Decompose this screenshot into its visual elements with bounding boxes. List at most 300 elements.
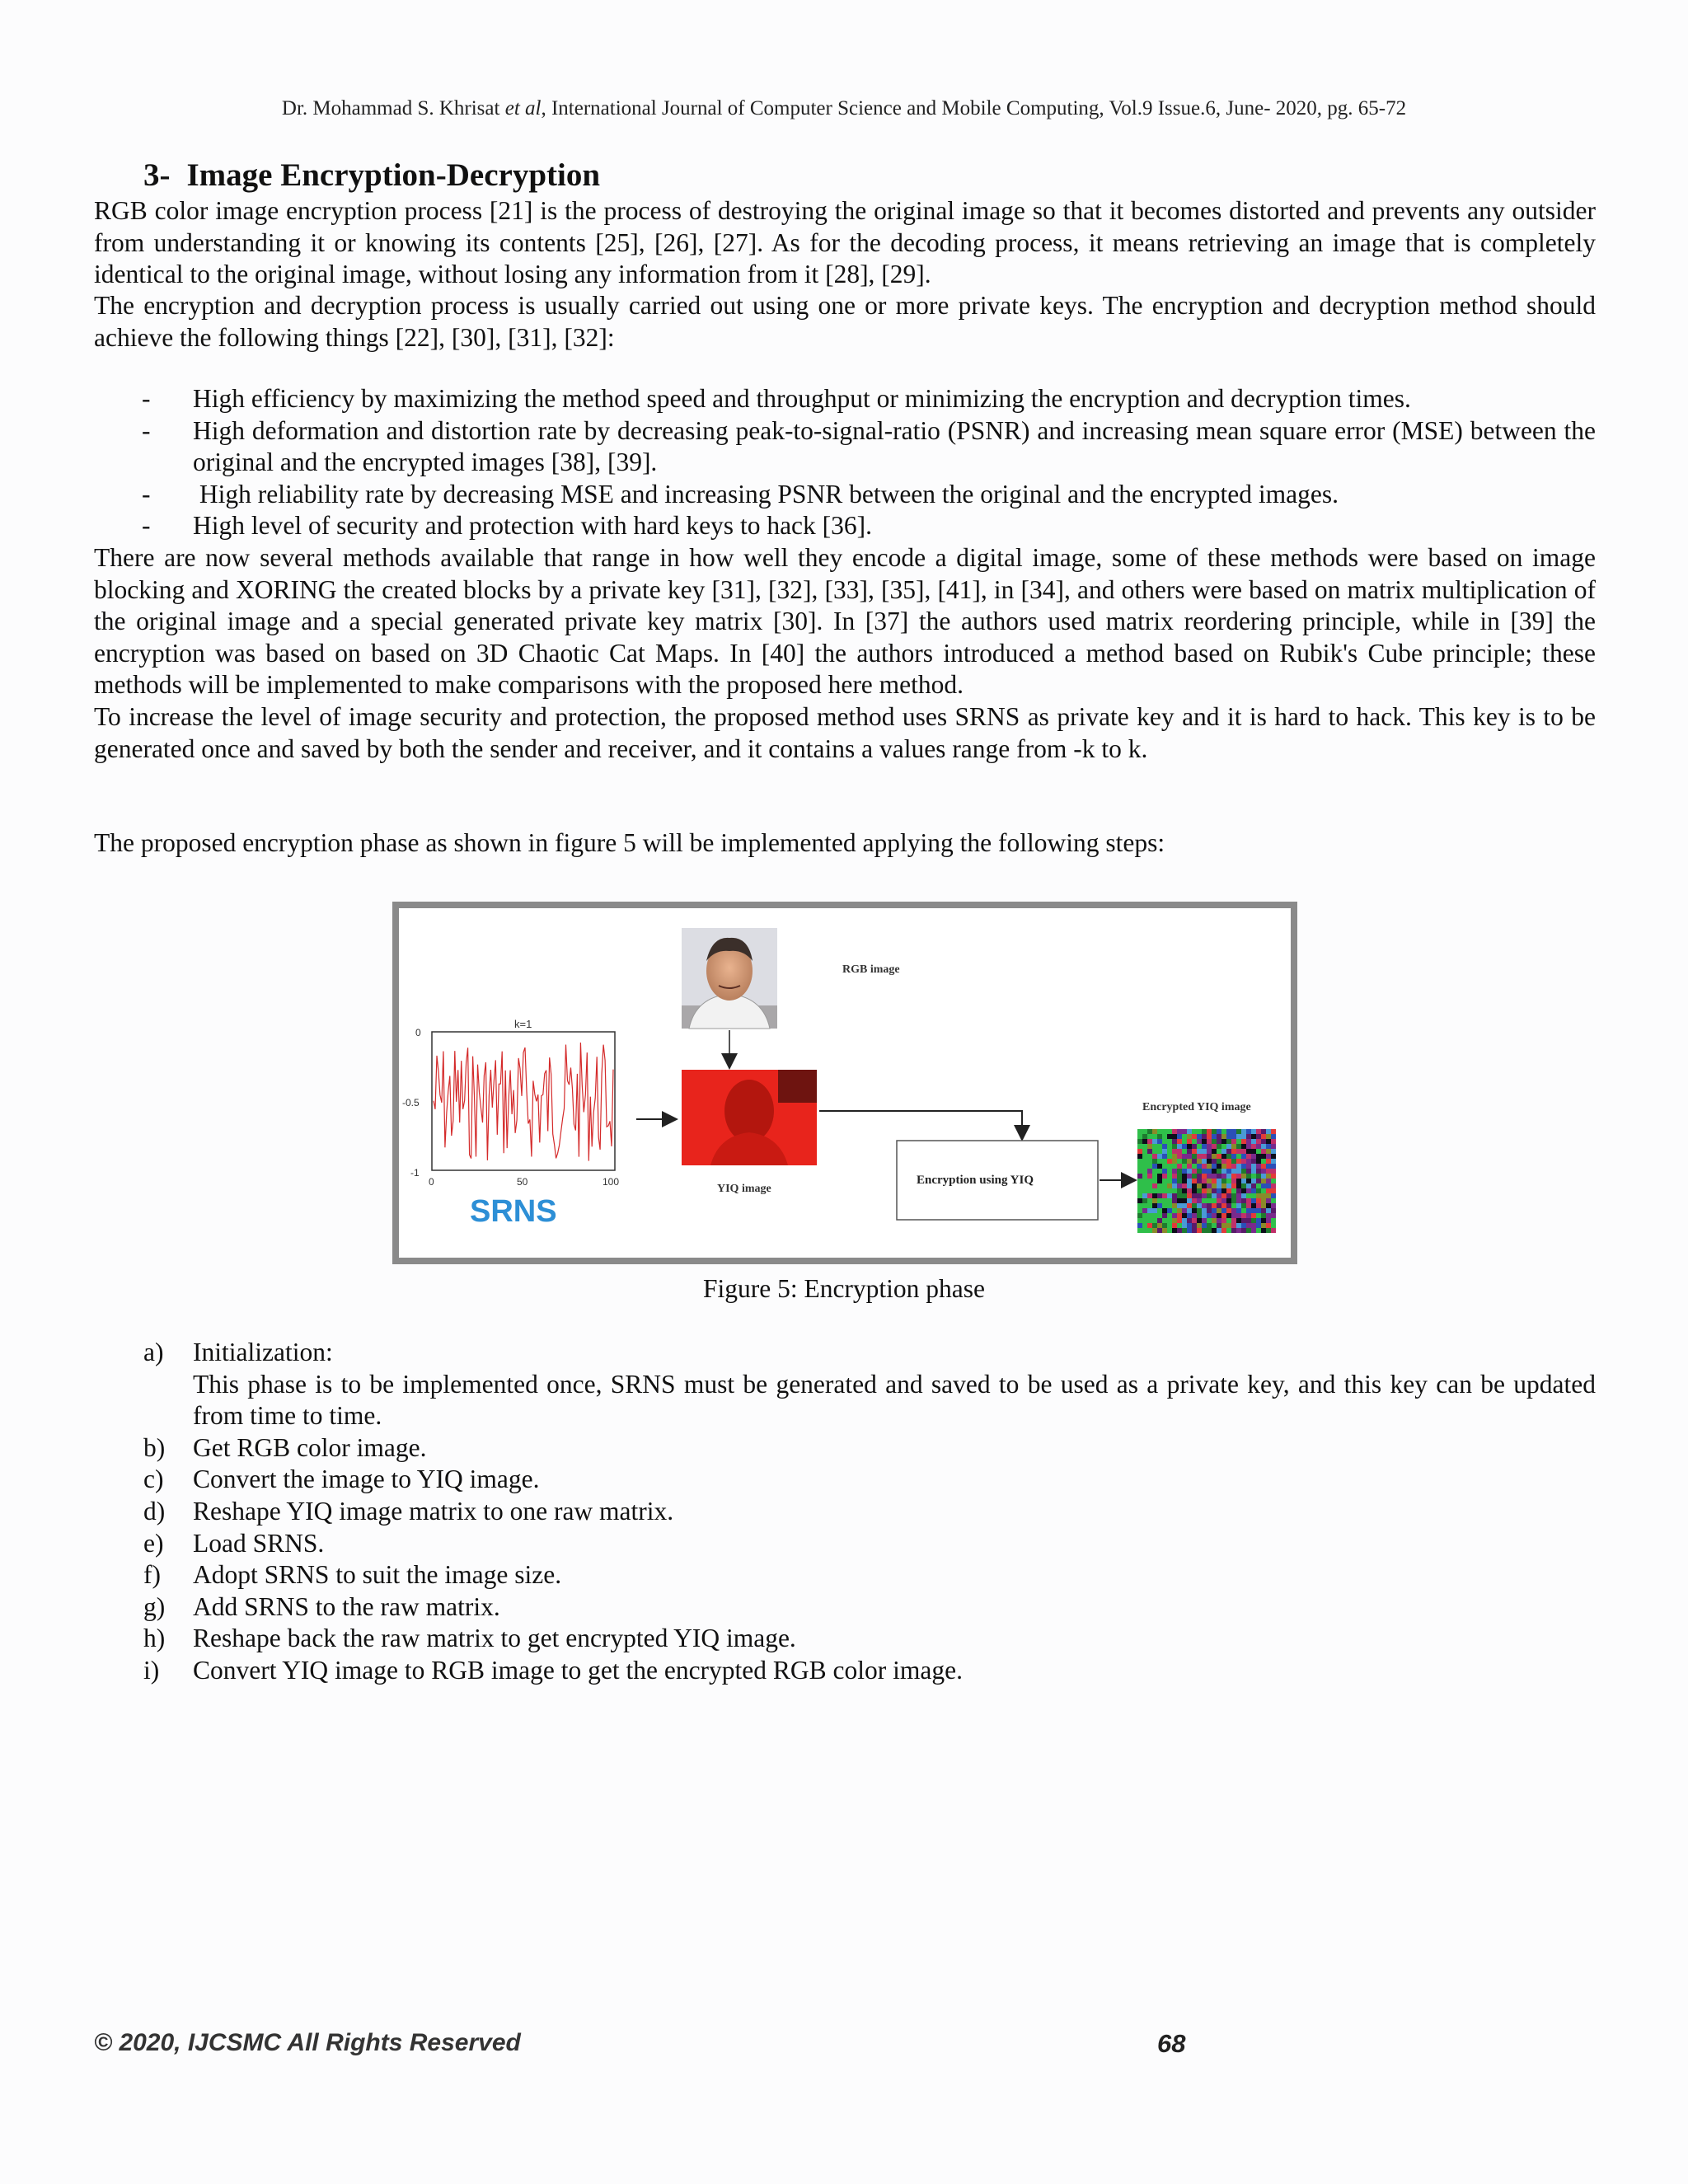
encrypted-pixel: [1221, 1174, 1226, 1179]
encrypted-pixel: [1261, 1169, 1266, 1174]
encrypted-pixel: [1226, 1154, 1231, 1159]
step-marker: i): [143, 1655, 160, 1685]
encrypted-pixel: [1202, 1129, 1207, 1134]
encrypted-pixel: [1187, 1218, 1192, 1223]
encrypted-pixel: [1172, 1203, 1177, 1208]
encrypted-pixel: [1152, 1218, 1157, 1223]
encrypted-pixel: [1172, 1218, 1177, 1223]
encrypted-pixel: [1261, 1183, 1266, 1188]
encrypted-pixel: [1137, 1154, 1142, 1159]
step-marker: b): [143, 1432, 166, 1462]
encrypted-pixel: [1157, 1129, 1162, 1134]
encrypted-pixel: [1167, 1129, 1172, 1134]
encrypted-pixel: [1197, 1198, 1202, 1203]
encrypted-pixel: [1231, 1203, 1236, 1208]
encrypted-pixel: [1256, 1183, 1261, 1188]
encrypted-pixel: [1167, 1139, 1172, 1144]
encrypted-pixel: [1246, 1154, 1251, 1159]
encrypted-pixel: [1271, 1218, 1276, 1223]
step-text: Add SRNS to the raw matrix.: [193, 1591, 500, 1621]
encrypted-pixel: [1231, 1144, 1236, 1149]
encrypted-pixel: [1187, 1139, 1192, 1144]
encrypted-pixel: [1182, 1193, 1187, 1198]
encrypted-pixel: [1137, 1149, 1142, 1154]
encryption-box-label: Encryption using YIQ: [917, 1174, 1034, 1187]
encrypted-pixel: [1226, 1223, 1231, 1228]
encrypted-pixel: [1137, 1218, 1142, 1223]
encrypted-pixel: [1152, 1174, 1157, 1179]
encrypted-pixel: [1221, 1188, 1226, 1193]
encrypted-pixel: [1172, 1174, 1177, 1179]
encrypted-pixel: [1162, 1134, 1167, 1139]
encrypted-pixel: [1187, 1228, 1192, 1233]
x-tick-label: 100: [603, 1176, 620, 1188]
encrypted-pixel: [1142, 1183, 1147, 1188]
encrypted-pixel: [1241, 1218, 1246, 1223]
encrypted-pixel: [1226, 1188, 1231, 1193]
encrypted-pixel: [1182, 1154, 1187, 1159]
encrypted-pixel: [1157, 1134, 1162, 1139]
figure-encryption-phase: [392, 902, 1297, 1264]
encrypted-pixel: [1137, 1213, 1142, 1218]
encrypted-pixel: [1187, 1179, 1192, 1183]
encrypted-pixel: [1137, 1159, 1142, 1164]
encrypted-pixel: [1197, 1228, 1202, 1233]
encrypted-pixel: [1221, 1134, 1226, 1139]
encrypted-pixel: [1142, 1223, 1147, 1228]
encrypted-pixel: [1246, 1228, 1251, 1233]
encrypted-pixel: [1167, 1193, 1172, 1198]
encrypted-pixel: [1187, 1183, 1192, 1188]
encrypted-pixel: [1197, 1179, 1202, 1183]
encrypted-pixel: [1162, 1164, 1167, 1169]
encrypted-pixel: [1187, 1159, 1192, 1164]
encrypted-pixel: [1172, 1169, 1177, 1174]
encrypted-pixel: [1137, 1203, 1142, 1208]
encrypted-pixel: [1246, 1213, 1251, 1218]
encrypted-pixel: [1177, 1164, 1182, 1169]
encrypted-pixel: [1182, 1208, 1187, 1213]
encrypted-pixel: [1236, 1179, 1241, 1183]
encrypted-pixel: [1231, 1213, 1236, 1218]
encrypted-pixel: [1256, 1159, 1261, 1164]
encrypted-pixel: [1157, 1169, 1162, 1174]
encrypted-pixel: [1261, 1144, 1266, 1149]
section-heading: [143, 157, 600, 194]
encrypted-pixel: [1217, 1198, 1221, 1203]
encrypted-pixel: [1182, 1149, 1187, 1154]
encrypted-pixel: [1187, 1174, 1192, 1179]
encrypted-pixel: [1137, 1139, 1142, 1144]
encrypted-pixel: [1177, 1154, 1182, 1159]
encrypted-pixel: [1271, 1154, 1276, 1159]
encrypted-pixel: [1172, 1208, 1177, 1213]
encrypted-pixel: [1241, 1144, 1246, 1149]
encrypted-pixel: [1217, 1193, 1221, 1198]
encrypted-pixel: [1207, 1169, 1212, 1174]
encrypted-pixel: [1251, 1188, 1256, 1193]
encrypted-pixel: [1231, 1223, 1236, 1228]
encrypted-pixel: [1261, 1139, 1266, 1144]
encrypted-pixel: [1137, 1179, 1142, 1183]
encrypted-pixel: [1162, 1183, 1167, 1188]
encrypted-pixel: [1256, 1149, 1261, 1154]
encrypted-pixel: [1197, 1149, 1202, 1154]
encrypted-pixel: [1202, 1208, 1207, 1213]
encrypted-pixel: [1137, 1223, 1142, 1228]
encrypted-pixel: [1167, 1223, 1172, 1228]
encrypted-pixel: [1192, 1179, 1197, 1183]
encrypted-pixel: [1226, 1203, 1231, 1208]
encrypted-pixel: [1226, 1213, 1231, 1218]
section-number: 3-: [143, 157, 171, 193]
encrypted-pixel: [1231, 1208, 1236, 1213]
encrypted-pixel: [1182, 1164, 1187, 1169]
list-item: [94, 1432, 1596, 1465]
encrypted-pixel: [1271, 1223, 1276, 1228]
encrypted-pixel: [1172, 1223, 1177, 1228]
encrypted-pixel: [1212, 1144, 1217, 1149]
encrypted-pixel: [1162, 1144, 1167, 1149]
encrypted-pixel: [1217, 1159, 1221, 1164]
encrypted-pixel: [1147, 1218, 1152, 1223]
encrypted-pixel: [1147, 1188, 1152, 1193]
step-text: Convert YIQ image to RGB image to get the encrypted RGB color image.: [193, 1655, 963, 1685]
encrypted-pixel: [1172, 1154, 1177, 1159]
x-tick-label: 50: [517, 1176, 528, 1188]
encrypted-pixel: [1207, 1188, 1212, 1193]
encrypted-pixel: [1192, 1223, 1197, 1228]
encrypted-pixel: [1226, 1169, 1231, 1174]
encrypted-pixel: [1197, 1218, 1202, 1223]
encrypted-pixel: [1251, 1129, 1256, 1134]
encrypted-pixel: [1187, 1193, 1192, 1198]
encrypted-pixel: [1261, 1129, 1266, 1134]
encrypted-pixel: [1246, 1169, 1251, 1174]
encrypted-pixel: [1271, 1129, 1276, 1134]
encrypted-pixel: [1271, 1208, 1276, 1213]
step-text: This phase is to be implemented once, SRNS must be generated and saved to be used as a private key, and this key can be updated from time to time.: [193, 1369, 1596, 1431]
encrypted-pixel: [1266, 1193, 1271, 1198]
encrypted-pixel: [1147, 1174, 1152, 1179]
encrypted-pixel: [1172, 1139, 1177, 1144]
header-etal: et al: [504, 97, 542, 120]
encrypted-pixel: [1236, 1218, 1241, 1223]
encrypted-pixel: [1226, 1179, 1231, 1183]
encrypted-pixel: [1137, 1228, 1142, 1233]
encrypted-pixel: [1236, 1208, 1241, 1213]
encrypted-pixel: [1217, 1164, 1221, 1169]
encrypted-pixel: [1162, 1208, 1167, 1213]
encrypted-pixel: [1152, 1208, 1157, 1213]
encrypted-pixel: [1261, 1159, 1266, 1164]
encrypted-pixel: [1167, 1218, 1172, 1223]
list-item: [94, 1369, 1596, 1432]
encrypted-pixel: [1217, 1154, 1221, 1159]
encrypted-pixel: [1236, 1134, 1241, 1139]
encrypted-pixel: [1212, 1188, 1217, 1193]
encrypted-pixel: [1207, 1218, 1212, 1223]
encrypted-pixel: [1212, 1134, 1217, 1139]
srns-label: SRNS: [470, 1194, 557, 1229]
encrypted-pixel: [1246, 1144, 1251, 1149]
encrypted-pixel: [1251, 1174, 1256, 1179]
encrypted-pixel: [1197, 1169, 1202, 1174]
encrypted-pixel: [1241, 1179, 1246, 1183]
encrypted-pixel: [1172, 1198, 1177, 1203]
encrypted-pixel: [1172, 1228, 1177, 1233]
encrypted-pixel: [1236, 1149, 1241, 1154]
step-marker: f): [143, 1560, 161, 1590]
encrypted-pixel: [1162, 1223, 1167, 1228]
encrypted-pixel: [1231, 1134, 1236, 1139]
encrypted-pixel: [1142, 1203, 1147, 1208]
encrypted-pixel: [1152, 1193, 1157, 1198]
encrypted-pixel: [1226, 1228, 1231, 1233]
encrypted-pixel: [1261, 1149, 1266, 1154]
encrypted-pixel: [1251, 1193, 1256, 1198]
encrypted-pixel: [1182, 1228, 1187, 1233]
encrypted-pixel: [1197, 1139, 1202, 1144]
encrypted-pixel: [1137, 1169, 1142, 1174]
encrypted-pixel: [1256, 1154, 1261, 1159]
encrypted-pixel: [1162, 1228, 1167, 1233]
encrypted-pixel: [1212, 1183, 1217, 1188]
encrypted-pixel: [1177, 1134, 1182, 1139]
encrypted-pixel: [1217, 1203, 1221, 1208]
encrypted-pixel: [1271, 1144, 1276, 1149]
encrypted-pixel: [1236, 1223, 1241, 1228]
encrypted-pixel: [1226, 1218, 1231, 1223]
encrypted-pixel: [1256, 1144, 1261, 1149]
encrypted-pixel: [1157, 1149, 1162, 1154]
encrypted-pixel: [1167, 1169, 1172, 1174]
encrypted-pixel: [1137, 1129, 1142, 1134]
encrypted-pixel: [1266, 1144, 1271, 1149]
encrypted-pixel: [1152, 1164, 1157, 1169]
encrypted-pixel: [1266, 1223, 1271, 1228]
encrypted-pixel: [1152, 1149, 1157, 1154]
encrypted-pixel: [1187, 1198, 1192, 1203]
encrypted-pixel: [1142, 1193, 1147, 1198]
encrypted-pixel: [1177, 1179, 1182, 1183]
encrypted-pixel: [1202, 1134, 1207, 1139]
encrypted-pixel: [1217, 1139, 1221, 1144]
encrypted-pixel: [1241, 1198, 1246, 1203]
encrypted-pixel: [1256, 1193, 1261, 1198]
encrypted-pixel: [1256, 1188, 1261, 1193]
encrypted-pixel: [1226, 1129, 1231, 1134]
encrypted-pixel: [1217, 1179, 1221, 1183]
encrypted-pixel: [1152, 1203, 1157, 1208]
encrypted-pixel: [1236, 1144, 1241, 1149]
encrypted-pixel: [1157, 1198, 1162, 1203]
encrypted-pixel: [1212, 1213, 1217, 1218]
encrypted-pixel: [1246, 1203, 1251, 1208]
encrypted-pixel: [1266, 1188, 1271, 1193]
encrypted-pixel: [1182, 1159, 1187, 1164]
encrypted-pixel: [1207, 1223, 1212, 1228]
encrypted-pixel: [1142, 1144, 1147, 1149]
encrypted-pixel: [1182, 1198, 1187, 1203]
list-item: [94, 1591, 1596, 1624]
encrypted-pixel: [1271, 1188, 1276, 1193]
encrypted-pixel: [1226, 1139, 1231, 1144]
encrypted-pixel: [1207, 1203, 1212, 1208]
encrypted-pixel: [1212, 1164, 1217, 1169]
encrypted-pixel: [1207, 1228, 1212, 1233]
encrypted-pixel: [1137, 1183, 1142, 1188]
encrypted-pixel: [1241, 1174, 1246, 1179]
encrypted-pixel: [1266, 1139, 1271, 1144]
encrypted-pixel: [1271, 1134, 1276, 1139]
encrypted-pixel: [1142, 1139, 1147, 1144]
encrypted-pixel: [1167, 1213, 1172, 1218]
encrypted-pixel: [1167, 1159, 1172, 1164]
step-text: Convert the image to YIQ image.: [193, 1465, 540, 1494]
encrypted-pixel: [1192, 1228, 1197, 1233]
encrypted-pixel: [1142, 1134, 1147, 1139]
encrypted-pixel: [1212, 1208, 1217, 1213]
encrypted-pixel: [1182, 1203, 1187, 1208]
encrypted-pixel: [1162, 1149, 1167, 1154]
figure-caption: Figure 5: Encryption phase: [702, 1274, 986, 1303]
encrypted-pixel: [1246, 1198, 1251, 1203]
encrypted-pixel: [1157, 1188, 1162, 1193]
step-marker: e): [143, 1528, 164, 1558]
encrypted-pixel: [1231, 1228, 1236, 1233]
encrypted-pixel: [1261, 1218, 1266, 1223]
encrypted-pixel: [1187, 1144, 1192, 1149]
encrypted-pixel: [1226, 1208, 1231, 1213]
encrypted-pixel: [1251, 1228, 1256, 1233]
encrypted-pixel: [1251, 1203, 1256, 1208]
encrypted-pixel: [1221, 1193, 1226, 1198]
encrypted-pixel: [1221, 1139, 1226, 1144]
encrypted-pixel: [1266, 1154, 1271, 1159]
encrypted-pixel: [1231, 1169, 1236, 1174]
encrypted-pixel: [1221, 1208, 1226, 1213]
encrypted-pixel: [1192, 1203, 1197, 1208]
encrypted-pixel: [1241, 1203, 1246, 1208]
encrypted-pixel: [1182, 1174, 1187, 1179]
encrypted-pixel: [1202, 1179, 1207, 1183]
encrypted-pixel: [1261, 1223, 1266, 1228]
encrypted-pixel: [1246, 1223, 1251, 1228]
encrypted-pixel: [1172, 1188, 1177, 1193]
encrypted-pixel: [1177, 1208, 1182, 1213]
encrypted-pixel: [1192, 1208, 1197, 1213]
encrypted-pixel: [1226, 1159, 1231, 1164]
encrypted-pixel: [1212, 1203, 1217, 1208]
encrypted-pixel: [1192, 1144, 1197, 1149]
encrypted-pixel: [1241, 1129, 1246, 1134]
encrypted-pixel: [1192, 1193, 1197, 1198]
encrypted-pixel: [1261, 1193, 1266, 1198]
encrypted-pixel: [1187, 1203, 1192, 1208]
encrypted-pixel: [1147, 1144, 1152, 1149]
encrypted-pixel: [1236, 1198, 1241, 1203]
encrypted-pixel: [1207, 1154, 1212, 1159]
encrypted-pixel: [1152, 1139, 1157, 1144]
encrypted-pixel: [1256, 1218, 1261, 1223]
encrypted-pixel: [1217, 1134, 1221, 1139]
encrypted-pixel: [1271, 1149, 1276, 1154]
encrypted-pixel: [1266, 1218, 1271, 1223]
encrypted-pixel: [1251, 1198, 1256, 1203]
encrypted-pixel: [1217, 1144, 1221, 1149]
encrypted-pixel: [1231, 1218, 1236, 1223]
encrypted-pixel: [1231, 1164, 1236, 1169]
encrypted-pixel: [1226, 1198, 1231, 1203]
encrypted-pixel: [1197, 1203, 1202, 1208]
encrypted-pixel: [1147, 1203, 1152, 1208]
encrypted-pixel: [1142, 1149, 1147, 1154]
step-text: Reshape back the raw matrix to get encrypted YIQ image.: [193, 1624, 796, 1653]
encrypted-pixel: [1256, 1179, 1261, 1183]
encrypted-pixel: [1152, 1169, 1157, 1174]
encrypted-pixel: [1246, 1134, 1251, 1139]
x-tick-label: 0: [429, 1176, 434, 1188]
encrypted-pixel: [1202, 1218, 1207, 1223]
list-item: [94, 1528, 1596, 1560]
encrypted-pixel: [1162, 1188, 1167, 1193]
encrypted-pixel: [1162, 1203, 1167, 1208]
encrypted-pixel: [1261, 1188, 1266, 1193]
encrypted-pixel: [1266, 1164, 1271, 1169]
encrypted-pixel: [1231, 1174, 1236, 1179]
encrypted-pixel: [1251, 1149, 1256, 1154]
encrypted-pixel: [1187, 1129, 1192, 1134]
encrypted-pixel: [1207, 1164, 1212, 1169]
list-item: [94, 415, 1596, 479]
encrypted-pixel: [1246, 1164, 1251, 1169]
encrypted-pixel: [1137, 1188, 1142, 1193]
encrypted-pixel: [1157, 1213, 1162, 1218]
encrypted-pixel: [1221, 1218, 1226, 1223]
encrypted-pixel: [1147, 1213, 1152, 1218]
list-item: [94, 1337, 1596, 1369]
step-marker: h): [143, 1624, 166, 1653]
encrypted-pixel: [1231, 1139, 1236, 1144]
encrypted-pixel: [1172, 1179, 1177, 1183]
encrypted-pixel: [1162, 1213, 1167, 1218]
encrypted-pixel: [1251, 1139, 1256, 1144]
encrypted-pixel: [1172, 1129, 1177, 1134]
encrypted-pixel: [1187, 1223, 1192, 1228]
encrypted-pixel: [1207, 1208, 1212, 1213]
encrypted-pixel: [1192, 1183, 1197, 1188]
section-title: Image Encryption-Decryption: [186, 157, 601, 193]
encrypted-pixel: [1266, 1179, 1271, 1183]
encrypted-pixel: [1157, 1159, 1162, 1164]
encrypted-pixel: [1212, 1223, 1217, 1228]
encrypted-pixel: [1271, 1159, 1276, 1164]
paragraph-steps-intro: The proposed encryption phase as shown in figure 5 will be implemented applying the following steps:: [94, 828, 1165, 857]
encrypted-pixel: [1241, 1228, 1246, 1233]
encrypted-pixel: [1217, 1169, 1221, 1174]
step-marker: a): [143, 1338, 164, 1366]
encrypted-pixel: [1182, 1213, 1187, 1218]
encrypted-pixel: [1192, 1188, 1197, 1193]
encrypted-pixel: [1187, 1149, 1192, 1154]
encrypted-pixel: [1202, 1203, 1207, 1208]
encrypted-pixel: [1226, 1174, 1231, 1179]
encrypted-pixel: [1251, 1208, 1256, 1213]
list-item: [94, 479, 1596, 511]
encrypted-pixel: [1197, 1208, 1202, 1213]
encrypted-pixel: [1246, 1174, 1251, 1179]
